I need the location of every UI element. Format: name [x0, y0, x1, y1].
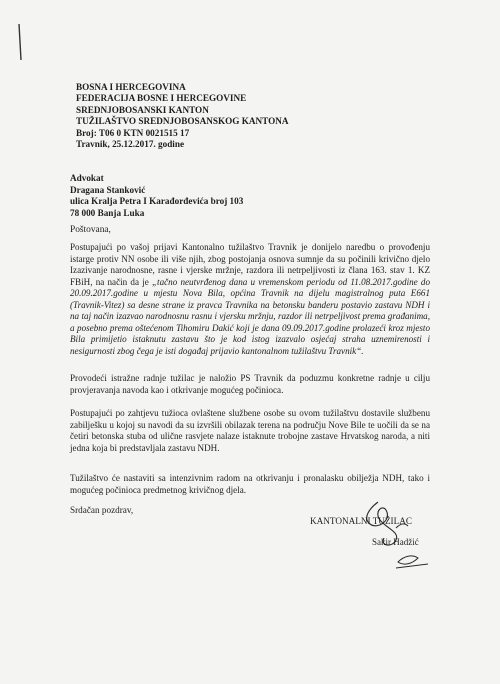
recipient-block: [70, 173, 430, 219]
salutation: Poštovana,: [70, 225, 111, 235]
header-date: Travnik, 25.12.2017. godine: [76, 139, 185, 150]
paragraph-1-text: Postupajući po vašoj prijavi Kantonalno tužilaštvo Travnik je donijelo naredbu o provođenju istarge protiv NN osobe ili više njih, zbog postojanja osnova sumnje da su počinili krivično djelo Izazivanje narodnosne, rasne i vjerske mržnje, razdora ili netrpeljivosti iz člana 163. stav 1. KZ FBiH, na način da je: [70, 242, 430, 287]
recipient-city: 78 000 Banja Luka: [70, 207, 145, 218]
recipient-street: ulica Kralja Petra I Karađorđevića broj 103: [70, 196, 244, 207]
signature-name: Sakir Hadžić: [372, 537, 419, 547]
header-office: TUŽILAŠTVO SREDNJOBOSANSKOG KANTONA: [76, 116, 289, 127]
paragraph-4: Tužilaštvo će nastaviti sa intenzivnim radom na otkrivanju i pronalasku obilježja NDH, tako i mogućeg počinioca predmetnog krivičnog djela.: [70, 473, 430, 495]
header-country: BOSNA I HERCEGOVINA: [76, 82, 186, 92]
signature-title: KANTONALNI TUŽILAC: [310, 516, 412, 526]
header-federation: FEDERACIJA BOSNE I HERCEGOVINE: [76, 93, 247, 104]
letterhead: [76, 82, 406, 150]
recipient-name: Dragana Stanković: [70, 184, 146, 195]
paragraph-2: Provodeći istražne radnje tužilac je naložio PS Travnik da poduzmu konkretne radnje u cilju provjeravanja navoda kao i otkrivanje mogućeg počinioca.: [70, 373, 430, 395]
recipient-role: Advokat: [70, 173, 104, 183]
paragraph-3: Postupajući po zahtjevu tužioca ovlaštene službene osobe su ovom tužilaštvu dostavile službenu zabilješku u kojoj su navodi da su izvršili obilazak terena na području Nove Bile te uočili da se na četiri betonska stuba od ulične rasvjete nalaze istaknute trobojne zastave Hrvatskog naroda, a niti jedna koja bi predstavljala zastavu NDH.: [70, 408, 430, 453]
pen-mark: [10, 22, 28, 62]
paragraph-1-quote: „tačno neutvrđenog dana u vremenskom periodu od 11.08.2017.godine do 20.09.2017.godine u mjestu Nova Bila, općina Travnik na dijelu magistralnog puta E661 (Travnik-Vitez) sa desne strane iz pravca Travnika na betonsku banderu postavio zastavu NDH i na taj način izazvao narodnosnu rasnu i vjersku mržnju, razdor ili netrpeljivost prema građanima, a posebno prema oštećenom Tihomiru Dakić koji je dana 09.09.2017.godine prolazeći kroz mjesto Bila primijetio istaknutu zastavu što je kod istog izazvalo osjećaj straha uznemirenosti i nesigurnosti zbog čega je isti događaj prijavio kantonalnom tužilaštvu Travnik“.: [70, 276, 431, 356]
closing: Srdačan pozdrav,: [70, 505, 134, 515]
paragraph-1: [70, 242, 430, 357]
header-canton: SREDNJOBOSANSKI KANTON: [76, 104, 209, 115]
header-case-number: Broj: T06 0 KTN 0021515 17: [76, 127, 190, 138]
